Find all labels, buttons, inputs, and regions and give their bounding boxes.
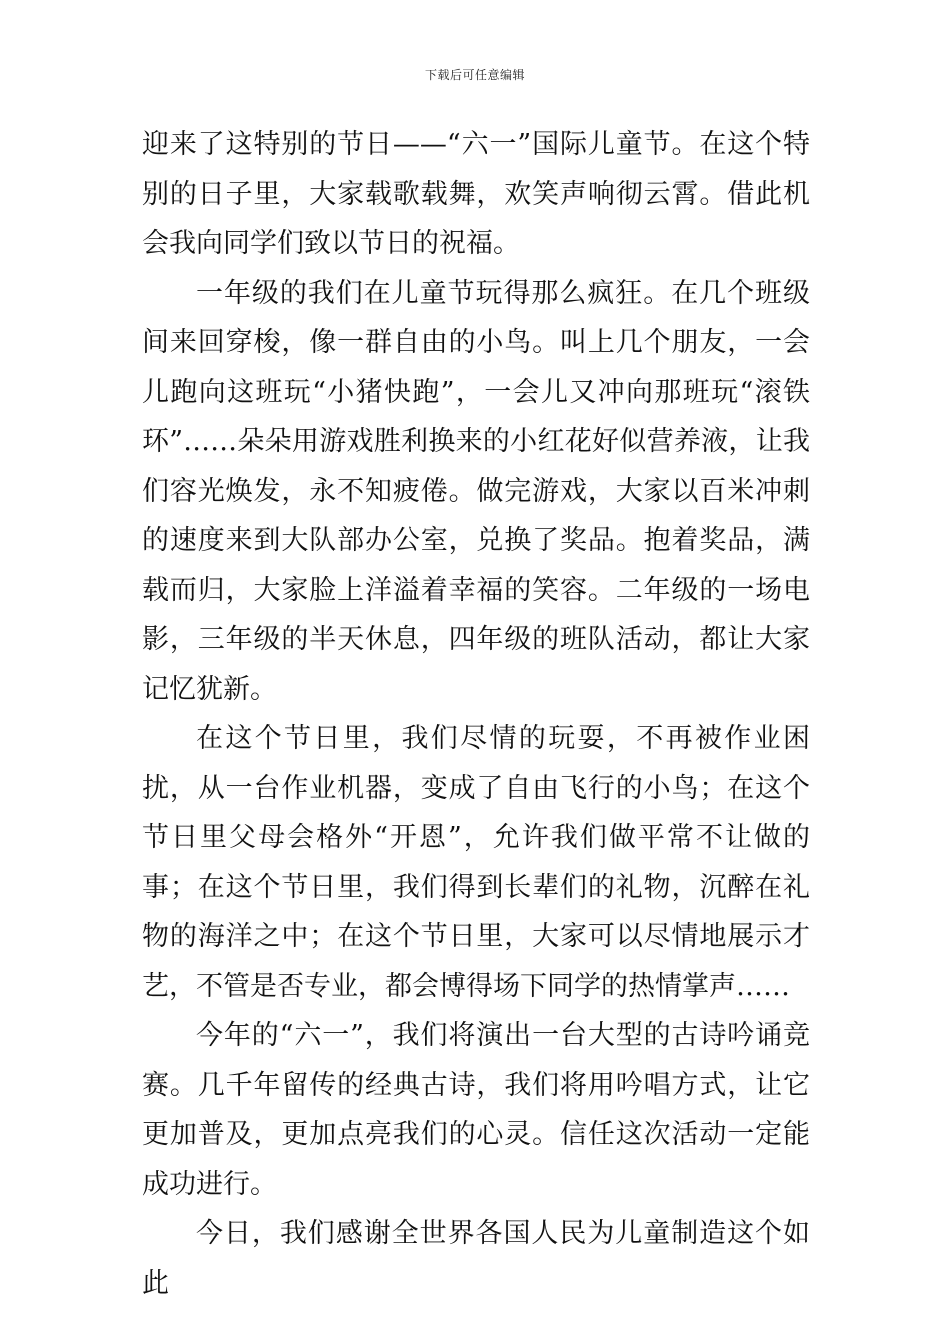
paragraph-1: 迎来了这特别的节日——“六一”国际儿童节。在这个特别的日子里，大家载歌载舞，欢笑声响彻云霄。借此机会我向同学们致以节日的祝福。 [142, 129, 810, 259]
page-header-note: 下载后可任意编辑 [424, 68, 525, 82]
paragraph-5: 今日，我们感谢全世界各国人民为儿童制造这个如此 [142, 1218, 810, 1299]
paragraph-2: 一年级的我们在儿童节玩得那么疯狂。在几个班级间来回穿梭，像一群自由的小鸟。叫上几个朋友，一会儿跑向这班玩“小猪快跑”，一会儿又冲向那班玩“滚铁环”……朵朵用游戏胜利换来的小红花好似营养液，让我们容光焕发，永不知疲倦。做完游戏，大家以百米冲刺的速度来到大队部办公室，兑换了奖品。抱着奖品，满载而归，大家脸上洋溢着幸福的笑容。二年级的一场电影，三年级的半天休息，四年级的班队活动，都让大家记忆犹新。 [142, 277, 810, 705]
paragraph-3: 在这个节日里，我们尽情的玩耍，不再被作业困扰，从一台作业机器，变成了自由飞行的小鸟；在这个节日里父母会格外“开恩”，允许我们做平常不让做的事；在这个节日里，我们得到长辈们的礼物，沉醉在礼物的海洋之中；在这个节日里，大家可以尽情地展示才艺，不管是否专业，都会博得场下同学的热情掌声…… [142, 723, 810, 1002]
paragraph-4: 今年的“六一”，我们将演出一台大型的古诗吟诵竞赛。几千年留传的经典古诗，我们将用吟唱方式，让它更加普及，更加点亮我们的心灵。信任这次活动一定能成功进行。 [142, 1020, 810, 1200]
document-body [142, 120, 810, 1308]
